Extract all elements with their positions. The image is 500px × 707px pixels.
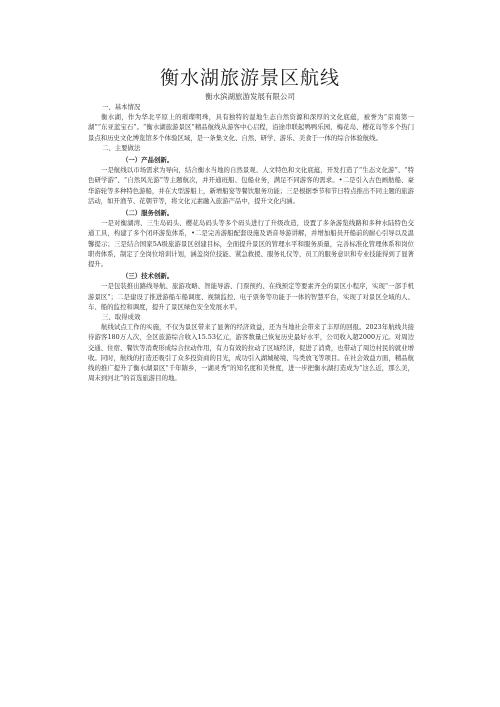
document-body [88, 102, 414, 383]
paragraph-service: 一是对衡湖湾、三生岛码头、樱花岛码头等多个码头进行了升级改造，设置了多条游览线路和多种水陆特色交通工具，构建了多个闭环游览体系，•二是完善游船配套设施及语音导游讲解，并增加船员开船前的耐心引导以及温馨提示；三是结合国家5A级旅游景区创建目标，全面提升景区的管理水平和服务质量，完善标准化管理体系和岗位职责体系，制定了全岗位培训计划，涵盖岗位技能、紧急救援、服务礼仪等，员工的服务意识和专业技能得到了显著提升。 [88, 219, 414, 269]
paragraph-product: 一是航线以市场需求为导向，结合衡水当地的自然景观、人文特色和文化底蕴，开发打造了“生态文化游”、“特色研学游”、“自然风光游”等主题航次，并开通班船、包船业务，满足不同游客的需求。•二是引入古色画舫船、豪华游轮等多种特色游船，并在大型游船上，新增船宴等餐饮服务功能；三是根据季节和节日特点推出不同主题的旅游活动，如开渔节、花朝节等，将文化元素融入旅游产品中，提升文化内涵。 [88, 166, 414, 205]
section-heading-basic: 一、基本情况 [102, 103, 141, 111]
section-heading-practice: 二、主要做法 [102, 143, 141, 152]
document-subtitle: 衡水滨湖旅游发展有限公司 [205, 92, 295, 101]
paragraph-basic: 衡水湖，作为华北平原上的璀璨明珠，具有独特的湿地生态自然资源和深厚的文化底蕴，被誉为“京南第一湖”“东亚蓝宝石”。“衡水湖旅游景区”精品航线从游客中心启程，沿途串联起鸭鸭乐园、梅花岛、樱花岛等多个热门景点和历史文化博览馆多个体验区域，是一条集文化、自然、研学、游乐、美食于一体的综合体验航线。 [88, 113, 414, 142]
paragraph-tech: 一是包装推出路线导航、旅游攻略、智能导游、门票预约、在线预定等要素齐全的景区小程序，实现“一部手机游景区”；二是建设了推进游船车船调度、视频监控、电子票务等功能于一体的智慧平台，实现了对景区全域的人、车、船的监控和调度，提升了景区绿色安全发展水平。 [88, 282, 414, 311]
subsection-heading-tech: （三）技术创新。 [122, 272, 174, 281]
document-title: 衡水湖旅游景区航线 [159, 67, 340, 89]
paragraph-results: 航线试点工作的实施，不仅为景区带来了显著的经济效益，还为当地社会带来了丰厚的回报。2023年航线共接待游客180万人次，全区旅游综合收入15.53亿元，游客数量已恢复历史最好水平，公司收入超2000万元。对周边交通、住宿、餐饮等消费形成综合拉动作用，有力有效的拉动了区域经济，促进了消费，也带动了周边村民的就业增收。同时，航线的打造还吸引了众多投资商的目光，成功引入湖城秘境、鸟类放飞等项目。在社会效益方面，精品航线的推广提升了衡水湖景区“千年隋乡，一湖灵秀”的知名度和美誉度，进一步把衡水湖打造成为“这么近，那么美，周末到河北”的首选旅游目的地。 [88, 323, 414, 383]
subsection-heading-product: （一）产品创新。 [122, 156, 174, 165]
subsection-heading-service: （二）服务创新。 [122, 209, 174, 218]
section-heading-results: 三、取得成效 [102, 313, 141, 322]
